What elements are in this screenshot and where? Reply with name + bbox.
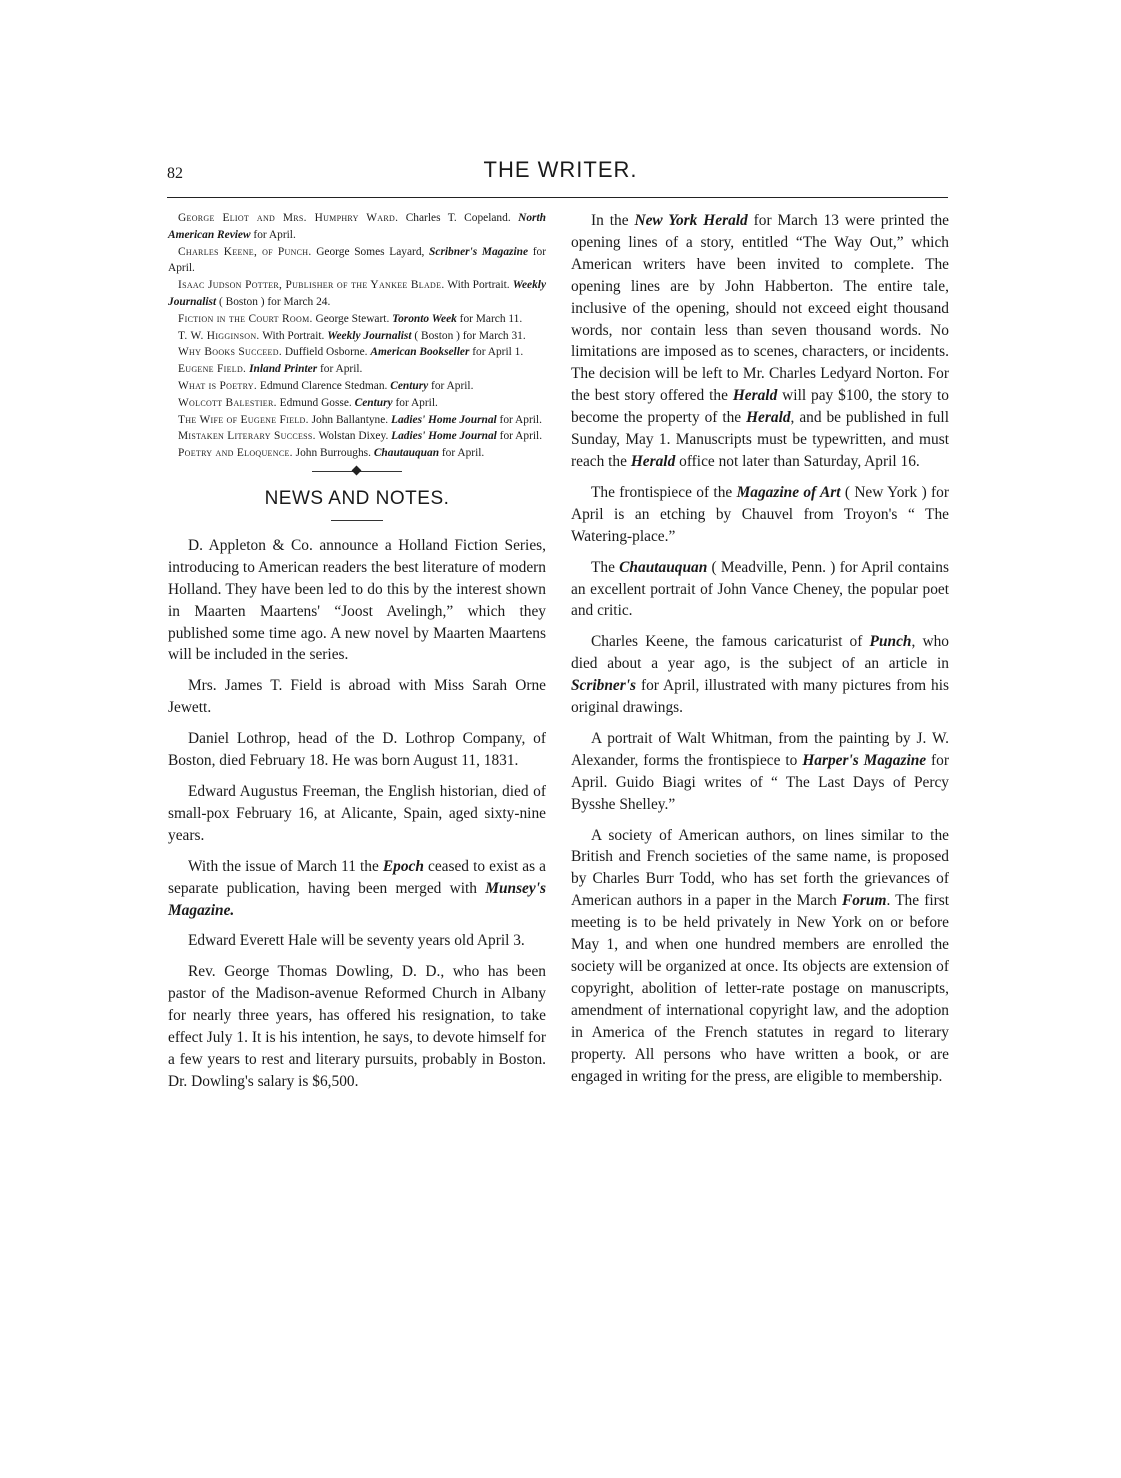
- news-paragraph: [168, 781, 546, 847]
- reference-date: for April.: [428, 379, 474, 392]
- reference-entry: [168, 445, 546, 462]
- reference-publication: Inland Printer: [249, 363, 318, 376]
- reference-author: With Portrait.: [259, 329, 328, 342]
- reference-publication: Chautauquan: [373, 447, 440, 460]
- reference-date: ( Boston ) for March 31.: [411, 329, 526, 342]
- paragraph-text: , who died about a year ago, is the subject of an article in: [571, 633, 950, 673]
- reference-publication: Century: [354, 396, 393, 409]
- paragraph-text: In the: [591, 212, 635, 229]
- reference-entry: [168, 428, 546, 445]
- reference-subject: Isaac Judson Potter, Publisher of the Yankee Blade.: [178, 279, 445, 292]
- reference-entry: [168, 277, 546, 311]
- reference-author: Wolstan Dixey.: [315, 430, 392, 443]
- right-column: [571, 210, 949, 1096]
- reference-list: [168, 210, 546, 462]
- reference-subject: Eugene Field.: [178, 363, 247, 376]
- publication-name: Forum: [841, 892, 887, 910]
- reference-author: Charles T. Copeland.: [398, 212, 519, 224]
- reference-publication: Century: [390, 379, 429, 392]
- reference-author: George Somes Layard,: [311, 245, 430, 258]
- reference-date: for April.: [496, 430, 543, 443]
- reference-date: ( Boston ) for March 24.: [216, 295, 331, 308]
- reference-entry: [168, 412, 546, 429]
- paragraph-text: Mrs. James T. Field is abroad with Miss Sarah Orne Jewett.: [168, 677, 546, 717]
- reference-publication: Ladies' Home Journal: [391, 430, 497, 443]
- reference-entry: [168, 311, 546, 328]
- ornament-divider: [312, 471, 402, 480]
- reference-subject: Why Books Succeed.: [178, 346, 282, 359]
- reference-date: for April.: [250, 228, 296, 241]
- reference-entry: [168, 395, 546, 412]
- title-rule: [331, 520, 383, 521]
- paragraph-text: for April, illustrated with many pictures from his original drawings.: [571, 677, 949, 717]
- reference-date: for April 1.: [469, 346, 524, 359]
- reference-author: John Burroughs.: [292, 447, 374, 460]
- reference-subject: T. W. Higginson.: [178, 329, 260, 342]
- paragraph-text: , and be published in full Sunday, May 1. Manuscripts must be typewritten, and must reach the: [571, 409, 949, 470]
- paragraph-text: Edward Everett Hale will be seventy years old April 3.: [188, 932, 525, 950]
- reference-author: Duffield Osborne.: [281, 346, 371, 359]
- reference-date: for April.: [439, 447, 485, 460]
- left-paragraphs: [168, 535, 546, 1093]
- reference-subject: Mistaken Literary Success.: [178, 430, 316, 443]
- paragraph-text: office not later than Saturday, April 16.: [675, 452, 920, 470]
- paragraph-text: The frontispiece of the: [591, 483, 737, 501]
- publication-name: Harper's Magazine: [802, 751, 927, 769]
- reference-publication: Weekly Journalist: [327, 329, 412, 342]
- reference-author: John Ballantyne.: [308, 413, 392, 426]
- news-paragraph: [168, 535, 546, 666]
- reference-entry: [168, 344, 546, 361]
- reference-author: Edmund Clarence Stedman.: [257, 379, 391, 392]
- news-paragraph: [571, 825, 949, 1088]
- publication-name: Punch: [869, 633, 912, 651]
- reference-entry: [168, 328, 546, 345]
- reference-entry: [168, 244, 546, 278]
- publication-name: Munsey's Magazine.: [168, 879, 546, 919]
- reference-entry: [168, 361, 546, 378]
- paragraph-text: for March 13 were printed the opening lines of a story, entitled “The Way Out,” which American writers have been invited to complete. The opening lines are by John Habberton. The entire tale, inclusive of the opening, should not exceed eight thousand words, nor contain less than seven thousand words. No limitations are imposed as to scenes, characters, or incidents. The decision will be left to Mr. Charles Ledyard Norton. For the best story offered the: [571, 212, 950, 405]
- reference-subject: Charles Keene, of Punch.: [178, 245, 312, 258]
- paragraph-text: D. Appleton & Co. announce a Holland Fiction Series, introducing to American readers the best literature of modern Holland. They have been led to do this by the interest shown in Maarten Maartens' “Joost Avelingh,” which they published some time ago. A new novel by Maarten Maartens will be included in the series.: [168, 536, 546, 664]
- page-number: 82: [167, 165, 183, 182]
- right-paragraphs: [571, 210, 949, 1087]
- publication-name: Herald: [630, 452, 676, 470]
- reference-publication: North American Review: [168, 212, 546, 241]
- news-paragraph: [168, 930, 546, 952]
- publication-name: Scribner's: [571, 677, 636, 695]
- reference-publication: Weekly Journalist: [168, 279, 546, 308]
- news-paragraph: [168, 728, 546, 772]
- paragraph-text: The: [591, 558, 620, 576]
- news-paragraph: [168, 961, 546, 1092]
- news-paragraph: [571, 728, 949, 816]
- reference-date: for April.: [392, 396, 438, 409]
- reference-author: George Stewart.: [312, 312, 393, 325]
- paragraph-text: . The first meeting is to be held privately in New York on or before May 1, and when one hundred members are enrolled the society will be organized at once. Its objects are extension of copyright, abolition of letter-rate postage on manuscripts, amendment of international copyright law, and the adoption in America of the French statutes in regard to literary property. All persons who have written a book, or are engaged in writing for the press, are eligible to membership.: [571, 892, 950, 1085]
- news-paragraph: [168, 675, 546, 719]
- paragraph-text: Daniel Lothrop, head of the D. Lothrop Company, of Boston, died February 18. He was born August 11, 1831.: [168, 730, 546, 770]
- paragraph-text: Rev. George Thomas Dowling, D. D., who has been pastor of the Madison-avenue Reformed Church in Albany for nearly three years, has offered his resignation, to take effect July 1. It is his intention, he says, to devote himself for a few years to rest and literary pursuits, probably in Boston. Dr. Dowling's salary is $6,500.: [168, 963, 546, 1090]
- publication-name: Epoch: [382, 857, 424, 875]
- news-paragraph: [571, 482, 949, 548]
- reference-entry: [168, 378, 546, 395]
- paragraph-text: Charles Keene, the famous caricaturist of: [591, 633, 870, 651]
- news-paragraph: [571, 631, 949, 719]
- section-title: NEWS AND NOTES.: [264, 487, 450, 509]
- reference-publication: American Bookseller: [370, 346, 470, 359]
- paragraph-text: ( New York ) for April is an etching by Chauvel from Troyon's “ The Watering-place.”: [571, 483, 950, 545]
- paragraph-text: for April. Guido Biagi writes of “ The Last Days of Percy Bysshe Shelley.”: [571, 751, 949, 813]
- reference-subject: Poetry and Eloquence.: [178, 447, 293, 460]
- reference-publication: Scribner's Magazine: [429, 245, 529, 258]
- reference-author: With Portrait.: [444, 279, 513, 292]
- reference-publication: Toronto Week: [392, 312, 457, 325]
- paragraph-text: ( Meadville, Penn. ) for April contains an excellent portrait of John Vance Cheney, the popular poet and critic.: [571, 558, 949, 620]
- reference-entry: [168, 210, 546, 244]
- paragraph-text: A society of American authors, on lines similar to the British and French societies of the same name, is proposed by Charles Burr Todd, who has set forth the grievances of American authors in a paper in the March: [571, 826, 949, 910]
- reference-subject: The Wife of Eugene Field.: [178, 413, 309, 426]
- publication-name: Magazine of Art: [736, 483, 841, 501]
- publication-name: Chautauquan: [619, 558, 708, 576]
- publication-name: New York Herald: [634, 212, 748, 229]
- header-rule: [167, 197, 948, 198]
- paragraph-text: Edward Augustus Freeman, the English historian, died of small-pox February 16, at Alicante, Spain, aged sixty-nine years.: [168, 783, 546, 844]
- publication-name: Herald: [732, 387, 778, 405]
- reference-author: Edmund Gosse.: [276, 396, 355, 409]
- running-head: THE WRITER.: [483, 157, 638, 182]
- reference-date: for April.: [168, 245, 546, 275]
- paragraph-text: ceased to exist as a separate publication, having been merged with: [168, 857, 546, 897]
- paragraph-text: will pay $100, the story to become the property of the: [571, 387, 949, 427]
- reference-subject: George Eliot and Mrs. Humphry Ward.: [178, 212, 399, 224]
- reference-publication: Ladies' Home Journal: [391, 413, 497, 426]
- news-paragraph: [571, 557, 949, 623]
- reference-date: for April.: [317, 363, 363, 376]
- news-paragraph: [571, 210, 949, 473]
- reference-subject: What is Poetry.: [178, 379, 258, 392]
- news-paragraph: [168, 856, 546, 922]
- reference-date: for April.: [496, 413, 542, 426]
- reference-subject: Wolcott Balestier.: [178, 396, 277, 409]
- publication-name: Herald: [746, 409, 791, 427]
- paragraph-text: With the issue of March 11 the: [188, 857, 383, 875]
- paragraph-text: A portrait of Walt Whitman, from the painting by J. W. Alexander, forms the frontispiece to: [571, 729, 949, 769]
- reference-subject: Fiction in the Court Room.: [178, 312, 313, 325]
- reference-date: for March 11.: [456, 312, 523, 325]
- left-column: [168, 210, 546, 1102]
